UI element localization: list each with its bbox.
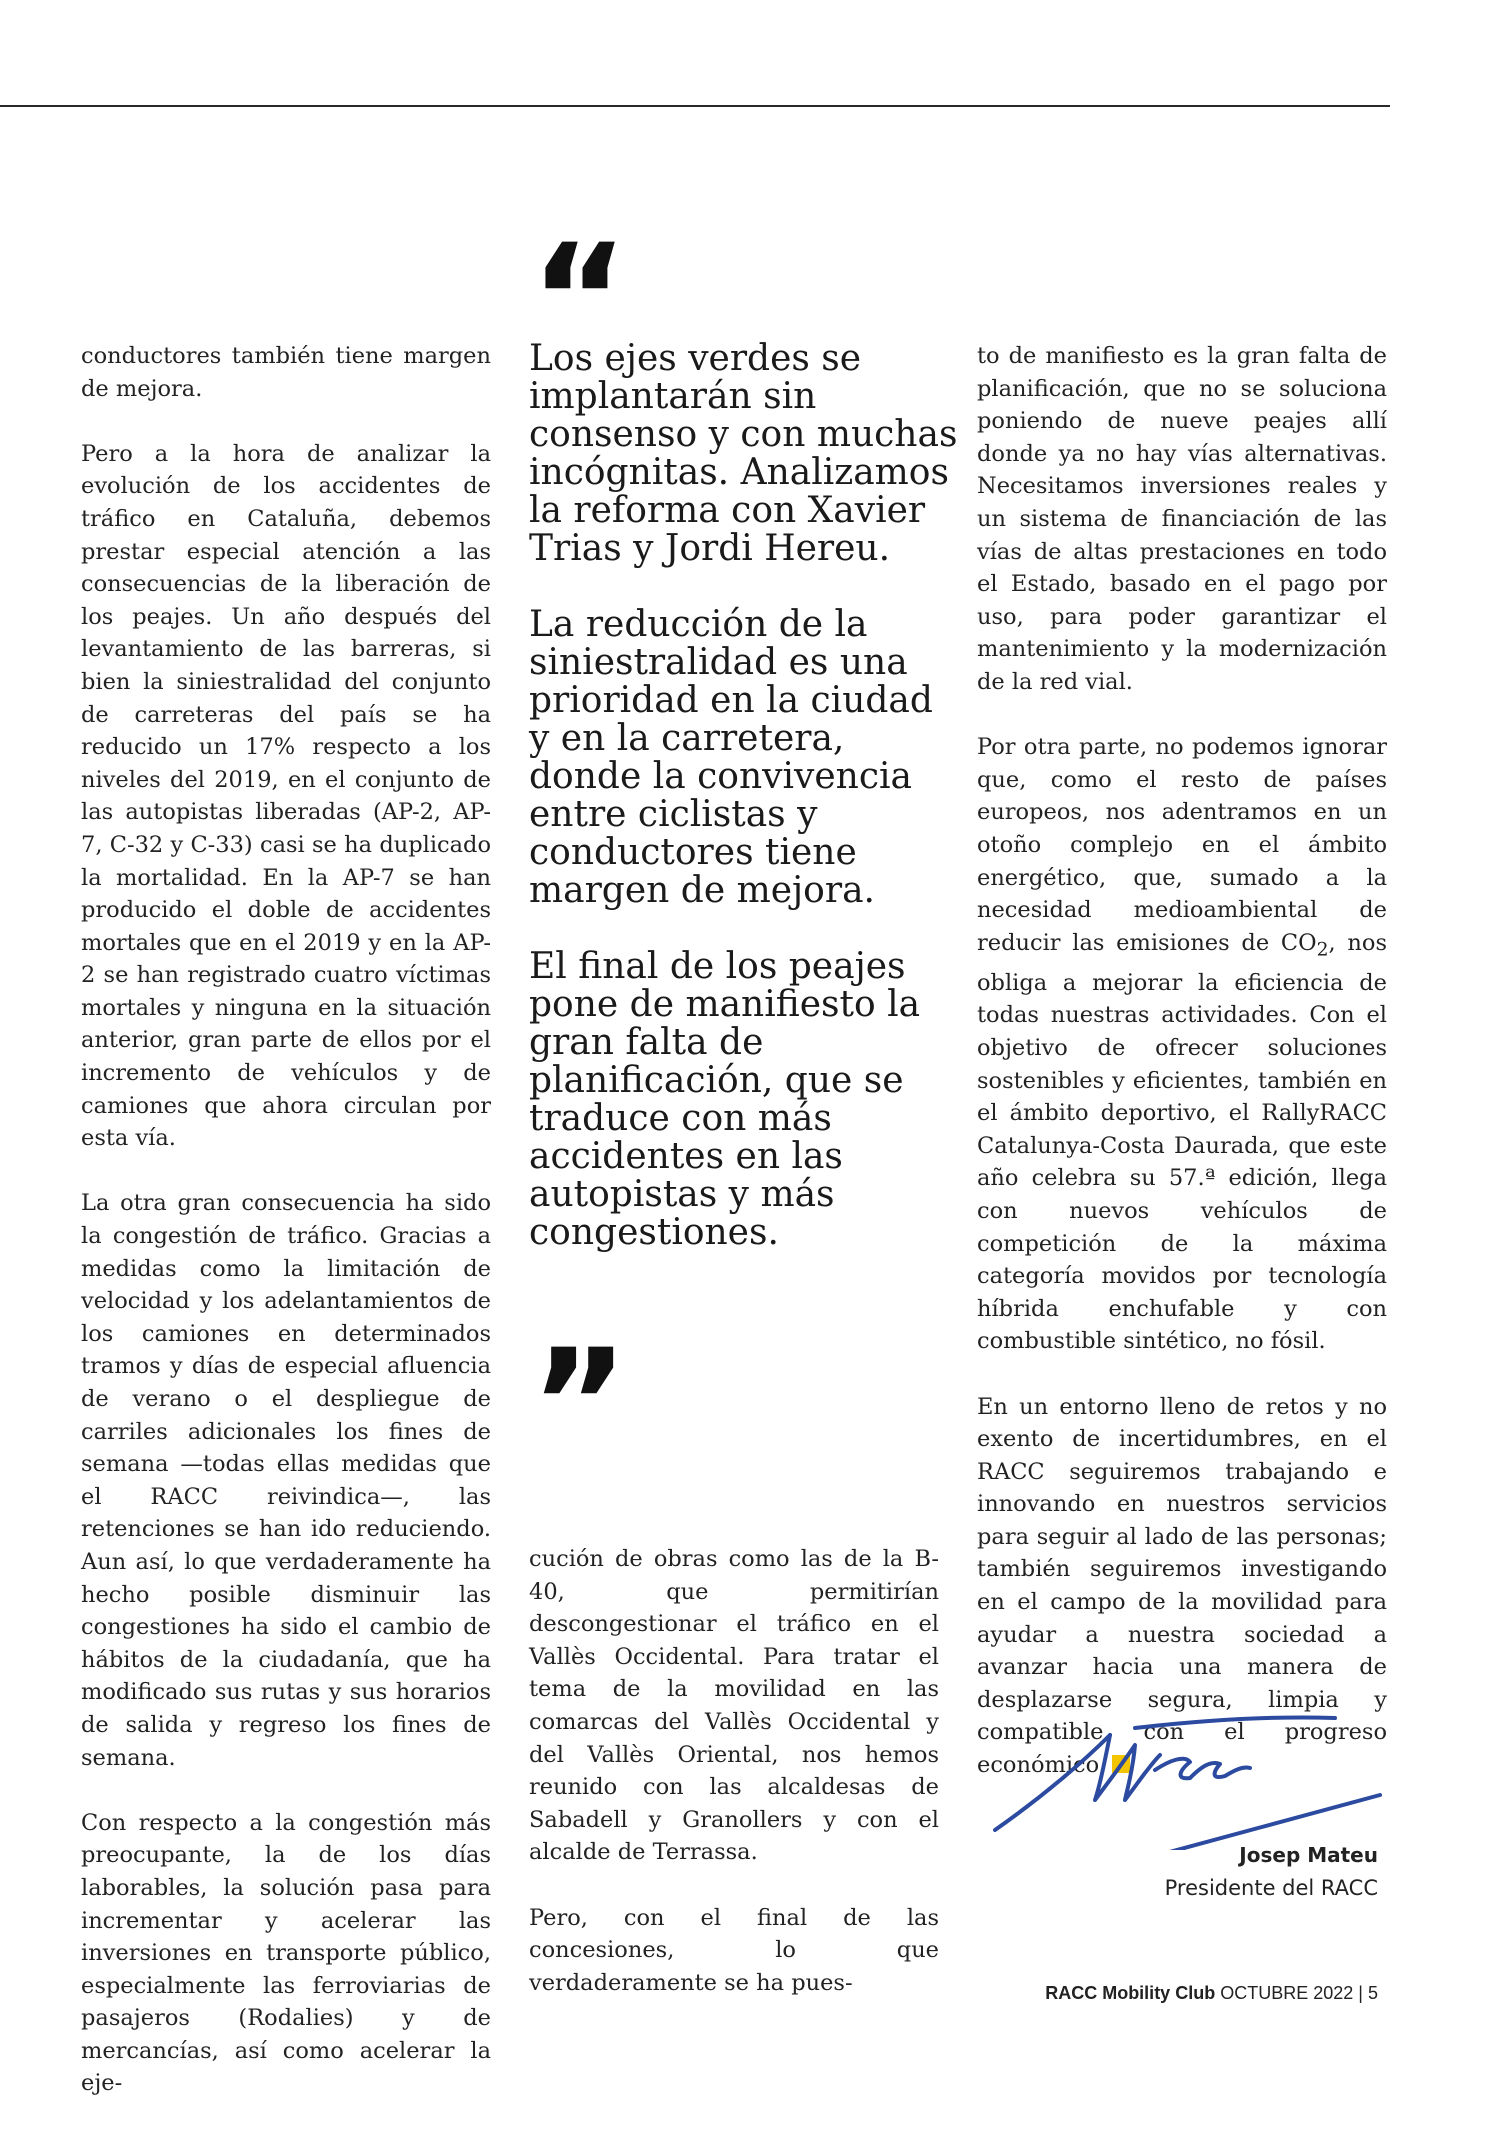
article-column-3: [977, 340, 1387, 1814]
paragraph: Con respecto a la congestión más preocupante, la de los días laborables, la solución pasa para incrementar y acelerar las inversiones en transporte público, especialmente las ferroviarias de pasajeros (Rodalies) y de mercancías, así como acelerar la eje-: [81, 1809, 491, 2097]
pull-quote: [529, 340, 959, 1290]
paragraph: conductores también tiene margen de mejora.: [81, 343, 491, 402]
text-run: En un entorno lleno de retos y no exento de incertidumbres, en el RACC seguiremos trabajando e innovando en nuestros servicios para seguir al lado de las personas; también seguiremos investigando en el campo de la movilidad para ayudar a nuestra sociedad a avanzar hacia una manera de desplazarse segura, limpia y compatible con el progreso económico.: [977, 1393, 1387, 1779]
article-column-2: [529, 1543, 939, 2032]
article-column-1: [81, 340, 491, 2133]
paragraph: Pero, con el final de las concesiones, lo que verdaderamente se ha pues-: [529, 1904, 939, 1996]
paragraph: to de manifiesto es la gran falta de planificación, que no se soluciona poniendo de nueve peajes allí donde ya no hay vías alternativas. Necesitamos inversiones reales y un sistema de financiación de las vías de altas prestaciones en todo el Estado, basado en el pago por uso, para poder garantizar el mantenimiento y la modernización de la red vial.: [977, 343, 1387, 695]
close-quote-icon: ”: [530, 1318, 629, 1492]
paragraph: La otra gran consecuencia ha sido la congestión de tráfico. Gracias a medidas como la limitación de velocidad y los adelantamientos de los camiones en determinados tramos y días de especial afluencia de verano o el despliegue de carriles adicionales los fines de semana —todas ellas medidas que el RACC reivindica—, las retenciones se han ido reduciendo. Aun así, lo que verdaderamente ha hecho posible disminuir las congestiones ha sido el cambio de hábitos de la ciudadanía, que ha modificado sus rutas y sus horarios de salida y regreso los fines de semana.: [81, 1190, 491, 1771]
footer-separator: |: [1358, 1983, 1363, 2003]
pull-quote-paragraph: La reducción de la siniestralidad es una prioridad en la ciudad y en la carretera, donde la convivencia entre ciclistas y conductores tiene margen de mejora.: [529, 604, 933, 911]
text-run: Por otra parte, no podemos ignorar que, como el resto de países europeos, nos adentramos en un otoño complejo en el ámbito energético, que, sumado a la necesidad medioambiental de reducir las emisiones de CO: [977, 734, 1387, 956]
page-footer: [1045, 1983, 1378, 2004]
page-number: 5: [1367, 1983, 1378, 2003]
signer-name: Josep Mateu: [1239, 1843, 1378, 1867]
footer-brand: RACC Mobility Club: [1045, 1983, 1216, 2003]
signature-image: [985, 1700, 1395, 1850]
paragraph: cución de obras como las de la B-40, que permitirían descongestionar el tráfico en el Vallès Occidental. Para tratar el tema de la movilidad en las comarcas del Vallès Occidental y del Vallès Oriental, nos hemos reunido con las alcaldesas de Sabadell y Granollers y con el alcalde de Terrassa.: [529, 1546, 939, 1866]
signer-role: Presidente del RACC: [1164, 1876, 1378, 1900]
pull-quote-paragraph: El final de los peajes pone de manifiesto la gran falta de planificación, que se traduce con más accidentes en las autopistas y más congestiones.: [529, 946, 921, 1253]
pull-quote-paragraph: Los ejes verdes se implantarán sin consenso y con muchas incógnitas. Analizamos la reforma con Xavier Trias y Jordi Hereu.: [529, 338, 958, 569]
text-run: , nos obliga a mejorar la eficiencia de todas nuestras actividades. Con el objetivo de ofrecer soluciones sostenibles y eficientes, también en el ámbito deportivo, el RallyRACC Catalunya-Costa Daurada, que este año celebra su 57.ª edición, llega con nuevos vehículos de competición de la máxima categoría movidos por tecnología híbrida enchufable y con combustible sintético, no fósil.: [977, 929, 1388, 1355]
paragraph: [977, 731, 1387, 1358]
top-rule: [0, 105, 1390, 107]
open-quote-icon: “: [530, 213, 629, 387]
subscript: 2: [1316, 939, 1329, 961]
paragraph: Pero a la hora de analizar la evolución de los accidentes de tráfico en Cataluña, debemos prestar especial atención a las consecuencias de la liberación de los peajes. Un año después del levantamiento de las barreras, si bien la siniestralidad del conjunto de carreteras del país se ha reducido un 17% respecto a los niveles del 2019, en el conjunto de las autopistas liberadas (AP-2, AP-7, C-32 y C-33) casi se ha duplicado la mortalidad. En la AP-7 se han producido el doble de accidentes mortales que en el 2019 y en la AP-2 se han registrado cuatro víctimas mortales y ninguna en la situación anterior, gran parte de ellos por el incremento de vehículos y de camiones que ahora circulan por esta vía.: [81, 440, 491, 1152]
footer-issue: OCTUBRE 2022: [1220, 1983, 1354, 2003]
